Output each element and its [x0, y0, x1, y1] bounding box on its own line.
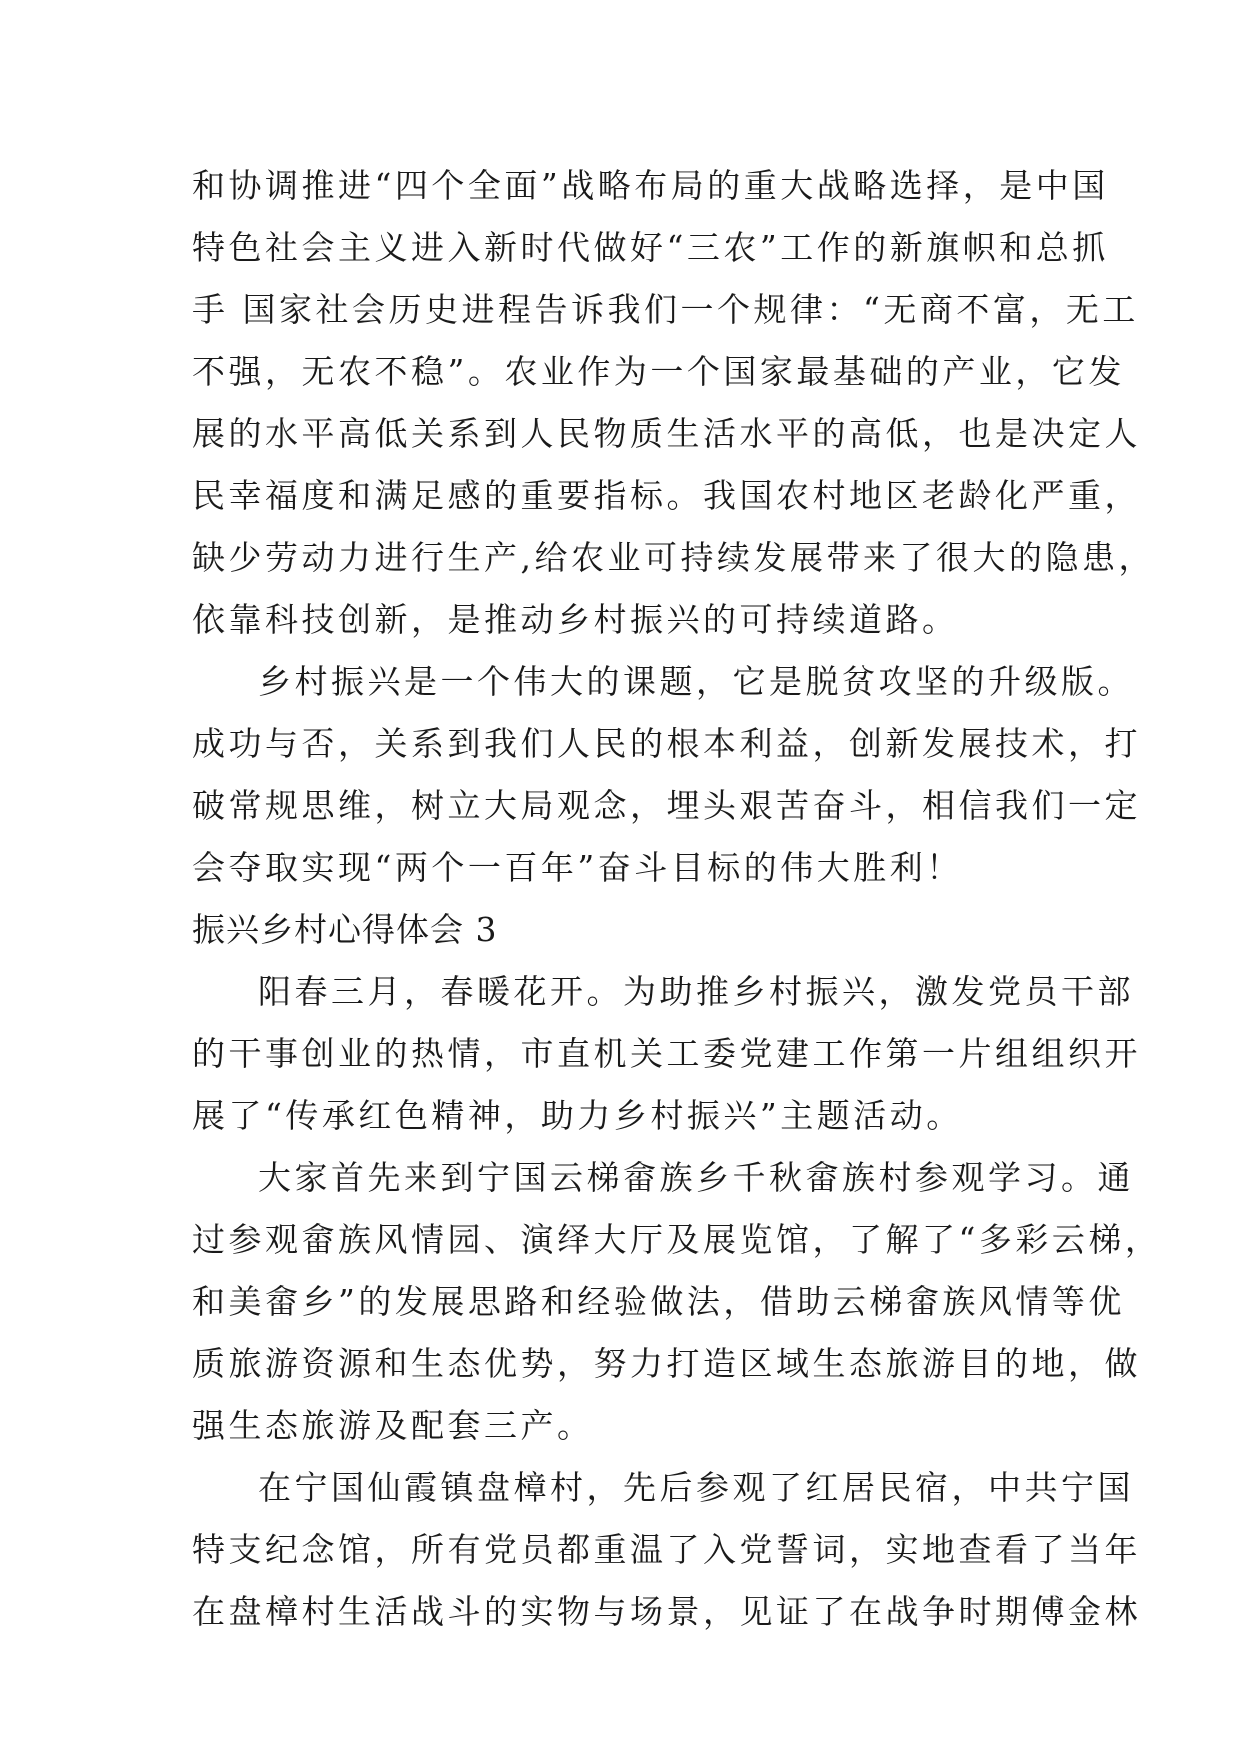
text-line: 强生态旅游及配套三产。: [192, 1406, 594, 1445]
paragraph-first-line: 阳春三月，春暖花开。为助推乡村振兴，激发党员干部: [258, 972, 1134, 1011]
text-line: 和协调推进“四个全面”战略布局的重大战略选择，是中国: [192, 166, 1109, 205]
text-line: 和美畲乡”的发展思路和经验做法，借助云梯畲族风情等优: [192, 1282, 1125, 1321]
text-line: 成功与否，关系到我们人民的根本利益，创新发展技术，打: [192, 724, 1141, 763]
text-line: 质旅游资源和生态优势，努力打造区域生态旅游目的地，做: [192, 1344, 1141, 1383]
section-heading: 振兴乡村心得体会 3: [192, 910, 498, 949]
paragraph-first-line: 乡村振兴是一个伟大的课题，它是脱贫攻坚的升级版。: [258, 662, 1134, 701]
text-line: 会夺取实现“两个一百年”奋斗目标的伟大胜利！: [192, 848, 963, 887]
paragraph-first-line: 大家首先来到宁国云梯畲族乡千秋畲族村参观学习。通: [258, 1158, 1134, 1197]
text-line: 在盘樟村生活战斗的实物与场景，见证了在战争时期傅金林: [192, 1592, 1141, 1631]
text-line: 特支纪念馆，所有党员都重温了入党誓词，实地查看了当年: [192, 1530, 1141, 1569]
text-line: 民幸福度和满足感的重要指标。我国农村地区老龄化严重，: [192, 476, 1141, 515]
text-line: 手 国家社会历史进程告诉我们一个规律：“无商不富，无工: [192, 290, 1139, 329]
text-line: 缺少劳动力进行生产,给农业可持续发展带来了很大的隐患，: [192, 538, 1155, 577]
text-line: 特色社会主义进入新时代做好“三农”工作的新旗帜和总抓: [192, 228, 1109, 267]
text-line: 展了“传承红色精神，助力乡村振兴”主题活动。: [192, 1096, 963, 1135]
text-line: 依靠科技创新，是推动乡村振兴的可持续道路。: [192, 600, 959, 639]
text-line: 过参观畲族风情园、演绎大厅及展览馆，了解了“多彩云梯，: [192, 1220, 1162, 1259]
text-line: 不强，无农不稳”。农业作为一个国家最基础的产业，它发: [192, 352, 1125, 391]
paragraph-first-line: 在宁国仙霞镇盘樟村，先后参观了红居民宿，中共宁国: [258, 1468, 1134, 1507]
text-line: 破常规思维，树立大局观念，埋头艰苦奋斗，相信我们一定: [192, 786, 1141, 825]
text-line: 展的水平高低关系到人民物质生活水平的高低，也是决定人: [192, 414, 1141, 453]
text-line: 的干事创业的热情，市直机关工委党建工作第一片组组织开: [192, 1034, 1141, 1073]
